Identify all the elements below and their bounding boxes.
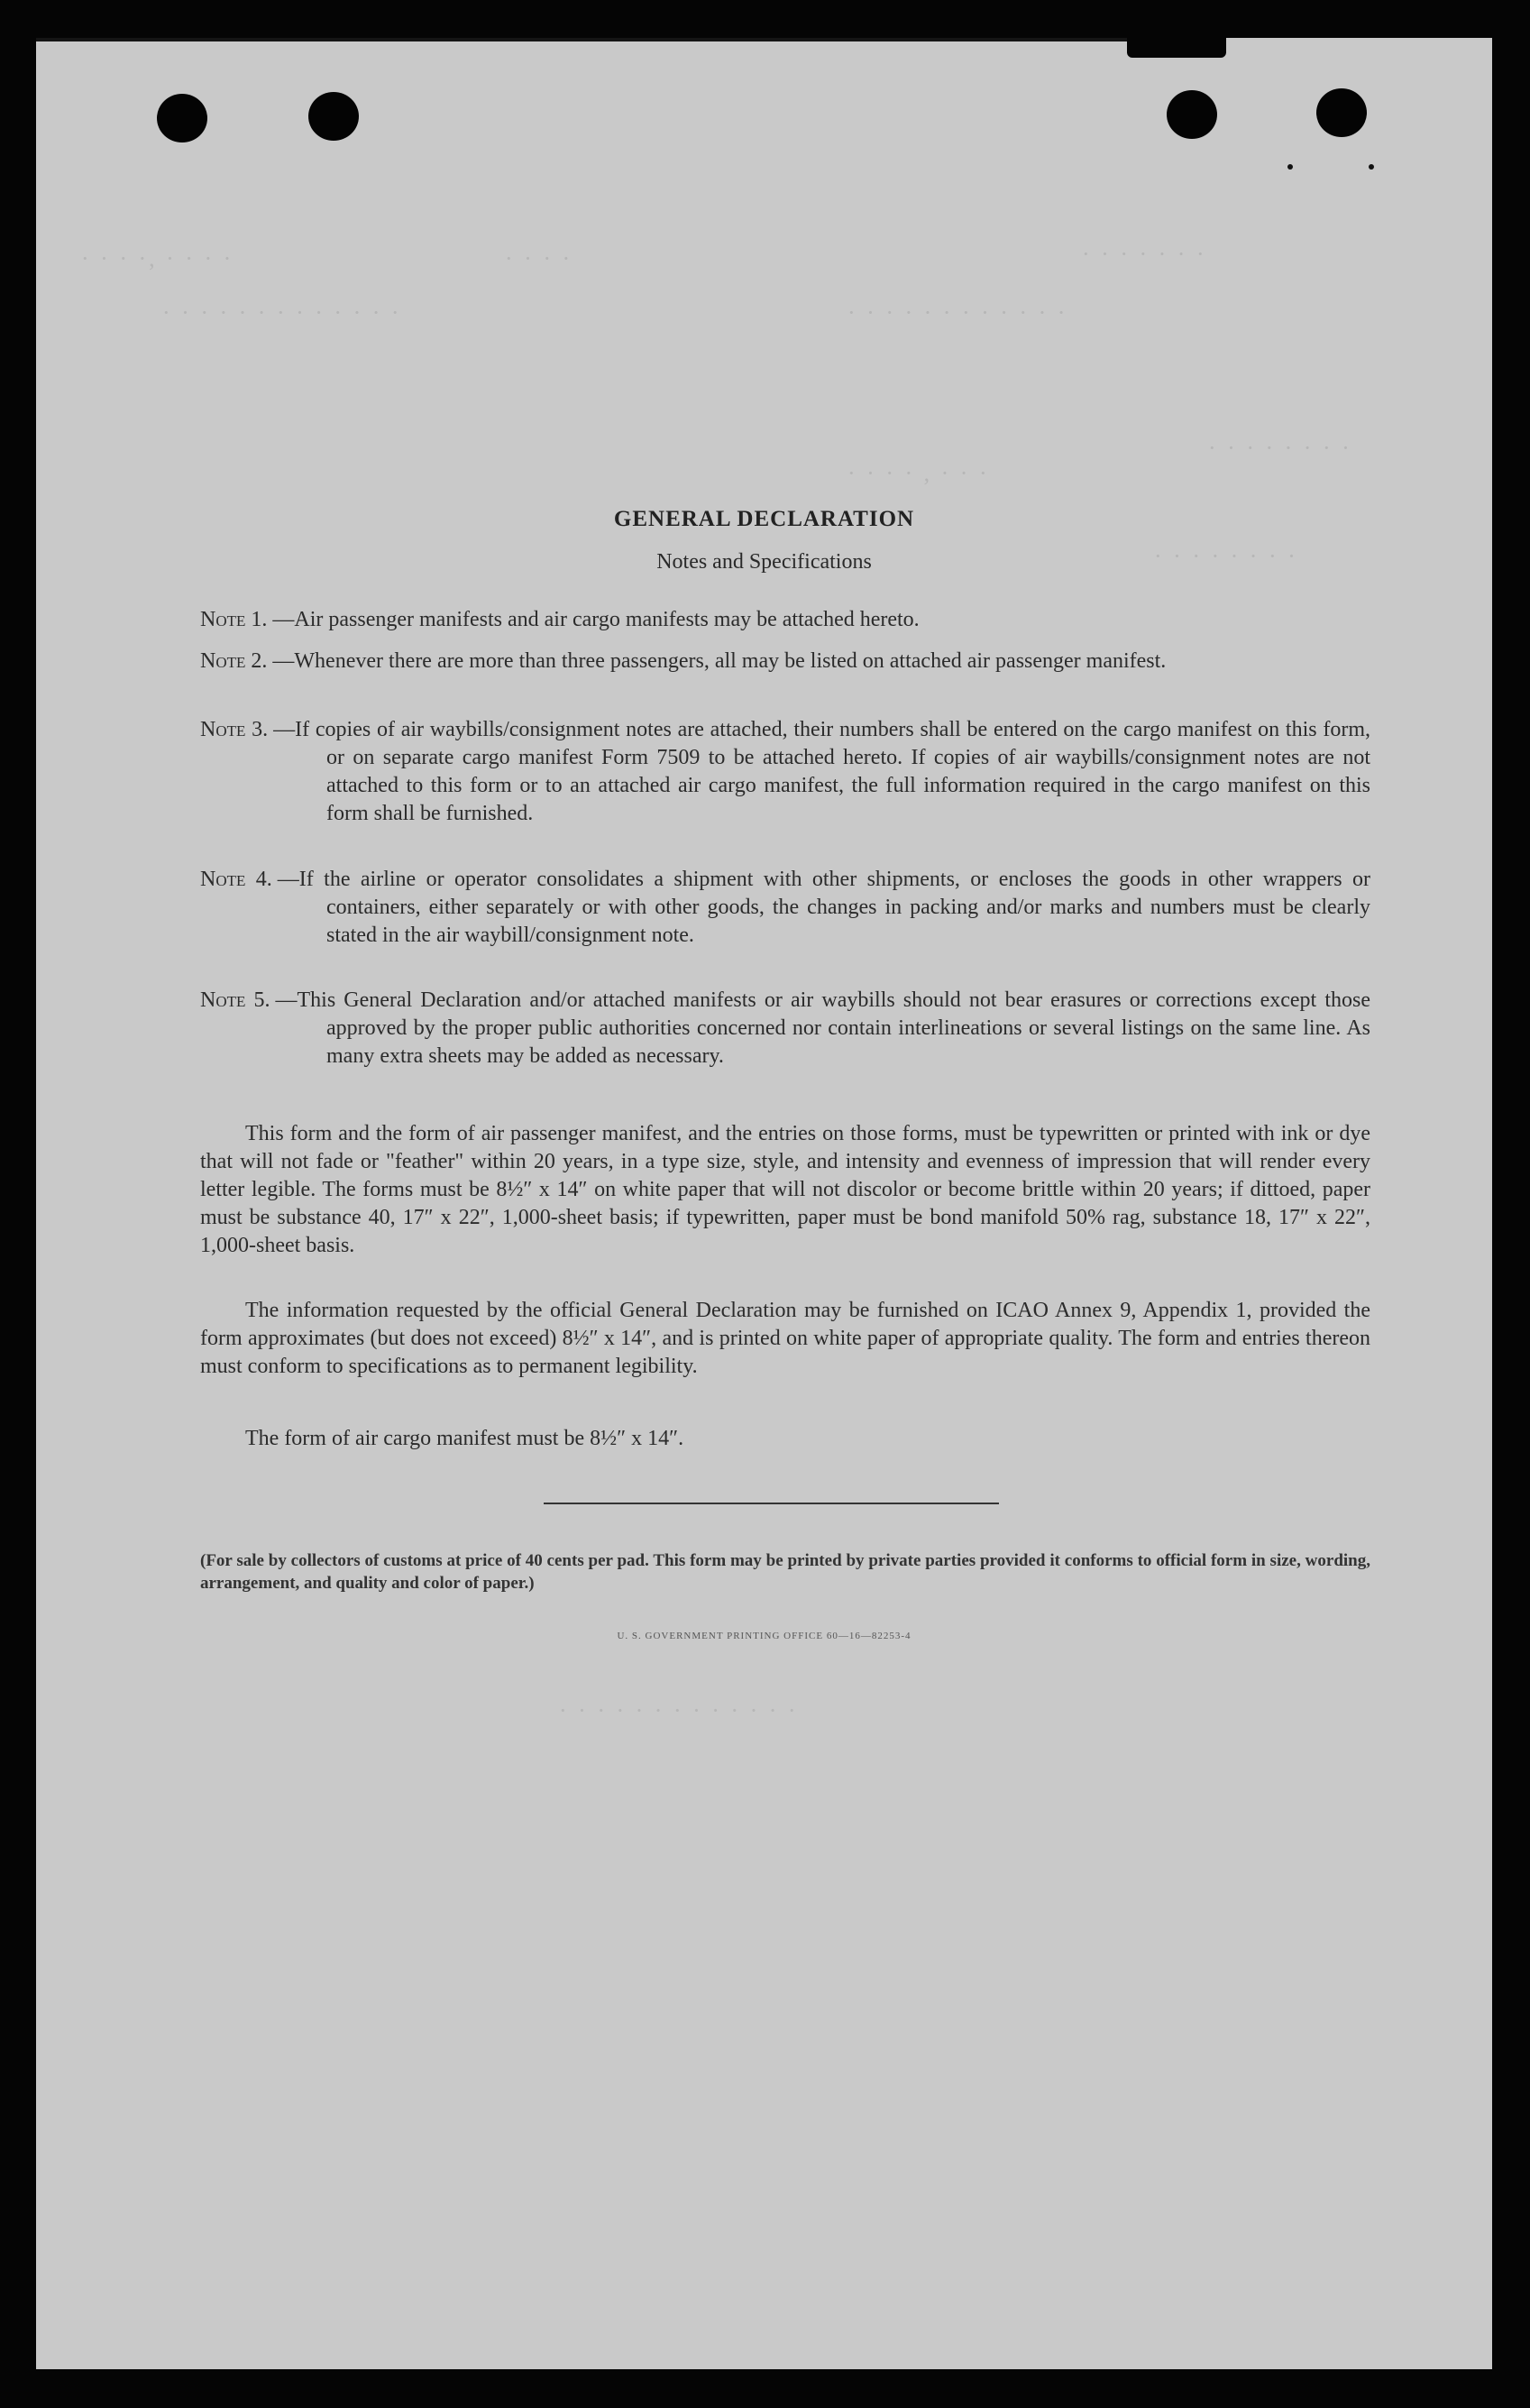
document-page <box>36 38 1492 2369</box>
show-through-text: · · · · · · · <box>1082 241 1207 267</box>
note-label: Note 4. <box>200 868 272 891</box>
punch-hole <box>1167 90 1217 139</box>
show-through-text: · · · · <box>505 245 573 271</box>
note-1 <box>200 606 1370 634</box>
paragraph-form-requirements: This form and the form of air passenger manifest, and the entries on those forms, must be typewritten or printed with ink or dye that will not fade or "feather" within 20 years, in a type size, style, and intensity and evenness of impression that will render every letter legible. The forms must be 8½″ x 14″ on white paper that will not discolor or become brittle within 20 years; if dittoed, paper must be substance 40, 17″ x 22″, 1,000-sheet basis; if typewritten, paper must be bond manifold 50% rag, substance 18, 17″ x 22″, 1,000-sheet basis. <box>200 1122 1370 1257</box>
page-subtitle: Notes and Specifications <box>656 550 872 574</box>
punch-hole <box>308 92 359 141</box>
scan-edge <box>36 38 1136 41</box>
note-label: Note 2. <box>200 649 268 673</box>
punch-hole <box>157 94 207 142</box>
divider <box>544 1503 999 1504</box>
note-text: —If the airline or operator consolidates a shipment with other shipments, or encloses the goods in other wrappers or containers, either separately or with other goods, the changes in packing and/or marks and numbers must be clearly stated in the air waybill/consignment note. <box>277 868 1370 947</box>
note-label: Note 5. <box>200 988 270 1012</box>
note-3 <box>200 716 1370 828</box>
note-text: —Air passenger manifests and air cargo manifests may be attached hereto. <box>272 608 920 631</box>
printer-imprint: U. S. GOVERNMENT PRINTING OFFICE 60—16—82253-4 <box>617 1631 912 1641</box>
show-through-text: · · · · · · · · <box>1154 543 1298 569</box>
note-2 <box>200 648 1370 676</box>
note-text: —This General Declaration and/or attached manifests or air waybills should not bear erasures or corrections except those approved by the proper public authorities concerned nor contain interlineations or several listings on the same line. As many extra sheets may be added as necessary. <box>275 988 1370 1068</box>
page-title: GENERAL DECLARATION <box>613 507 915 531</box>
punch-hole <box>1316 88 1367 137</box>
scan-notch <box>1127 38 1226 58</box>
paragraph-icao-info: The information requested by the official General Declaration may be furnished on ICAO Annex 9, Appendix 1, provided the form approximates (but does not exceed) 8½″ x 14″, and is printed on white paper of appropriate quality. The form and entries thereon must conform to specifications as to permanent legibility. <box>200 1299 1370 1378</box>
paragraph-cargo-manifest: The form of air cargo manifest must be 8½″ x 14″. <box>245 1427 684 1450</box>
show-through-text: · · · · · · · · <box>1208 435 1352 461</box>
show-through-text: · · · · · · · · · · · · <box>847 299 1068 326</box>
scan-speck <box>1287 164 1293 170</box>
note-5 <box>200 987 1370 1071</box>
show-through-text: · · · ·, · · · · <box>81 245 234 271</box>
note-label: Note 3. <box>200 718 269 741</box>
show-through-text: · · · · · · · · · · · · · <box>559 1697 799 1723</box>
show-through-text: · · · · , · · · <box>847 460 990 486</box>
show-through-text: · · · · · · · · · · · · · <box>162 299 402 326</box>
note-text: —If copies of air waybills/consignment notes are attached, their numbers shall be entered on the cargo manifest on this form, or on separate cargo manifest Form 7509 to be attached hereto. If copies of air waybills/consignment notes are not attached to this form or to an attached air cargo manifest, the full information required in the cargo manifest on this form shall be furnished. <box>273 718 1370 825</box>
scan-speck <box>1369 164 1374 170</box>
note-label: Note 1. <box>200 608 268 631</box>
note-4 <box>200 866 1370 950</box>
sale-note: (For sale by collectors of customs at price of 40 cents per pad. This form may be printed by private parties provided it conforms to official form in size, wording, arrangement, and quality and color of paper.) <box>200 1551 1370 1593</box>
note-text: —Whenever there are more than three passengers, all may be listed on attached air passenger manifest. <box>272 649 1167 673</box>
